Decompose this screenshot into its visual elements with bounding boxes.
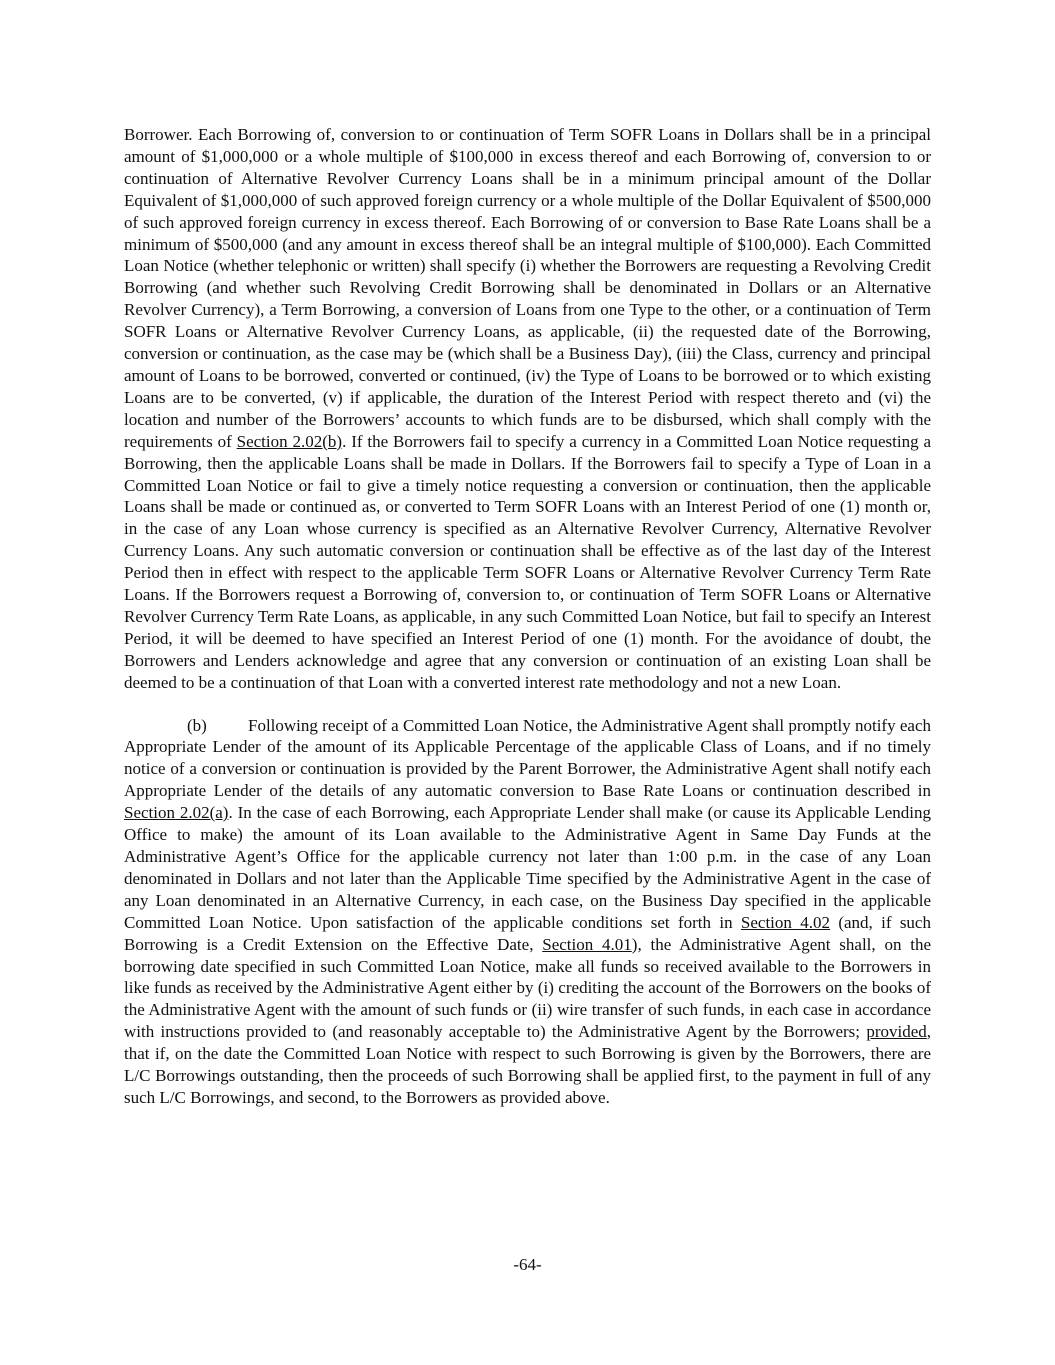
section-2-02-a-reference: Section 2.02(a) <box>124 803 229 823</box>
paragraph-b-text: Following receipt of a Committed Loan Notice, the Administrative Agent shall promptly notify each Appropriate Lender of the amount of its Applicable Percentage of the applicable Class of Loans, and if no timely notice of a conversion or continuation is provided by the Parent Borrower, the Administrative Agent shall notify each Appropriate Lender of the details of any automatic conversion to Base Rate Loans or continuation described in <box>124 715 931 801</box>
paragraph-a <box>124 124 931 694</box>
provided-term: provided <box>866 1022 927 1042</box>
section-4-01-reference: Section 4.01 <box>542 934 632 954</box>
paragraph-b-label: (b) <box>187 715 207 735</box>
paragraph-b-text-5: , that if, on the date the Committed Loan Notice with respect to such Borrowing is given by the Borrowers, there are L/C Borrowings outstanding, then the proceeds of such Borrowing shall be applied first, to the payment in full of any such L/C Borrowings, and second, to the Borrowers as provided above. <box>124 1022 931 1107</box>
paragraph-a-text: Borrower. Each Borrowing of, conversion to or continuation of Term SOFR Loans in Dollars shall be in a principal amount of $1,000,000 or a whole multiple of $100,000 in excess thereof and each Borrowing of, conversion to or continuation of Alternative Revolver Currency Loans shall be in a minimum principal amount of the Dollar Equivalent of $1,000,000 of such approved foreign currency or a whole multiple of the Dollar Equivalent of $500,000 of such approved foreign currency in excess thereof. Each Borrowing of or conversion to Base Rate Loans shall be a minimum of $500,000 (and any amount in excess thereof shall be an integral multiple of $100,000). Each Committed Loan Notice (whether telephonic or written) shall specify (i) whether the Borrowers are requesting a Revolving Credit Borrowing (and whether such Revolving Credit Borrowing shall be denominated in Dollars or an Alternative Revolver Currency), a Term Borrowing, a conversion of Loans from one Type to the other, or a continuation of Term SOFR Loans or Alternative Revolver Currency Loans, as applicable, (ii) the requested date of the Borrowing, conversion or continuation, as the case may be (which shall be a Business Day), (iii) the Class, currency and principal amount of Loans to be borrowed, converted or continued, (iv) the Type of Loans to be borrowed or to which existing Loans are to be converted, (v) if applicable, the duration of the Interest Period with respect thereto and (vi) the location and number of the Borrowers’ accounts to which funds are to be disbursed, which shall comply with the requirements of <box>124 125 931 451</box>
paragraph-b-text-4: ), the Administrative Agent shall, on the borrowing date specified in such Committed Loan Notice, make all funds so received available to the Borrowers in like funds as received by the Administrative Agent either by (i) crediting the account of the Borrowers on the books of the Administrative Agent with the amount of such funds or (ii) wire transfer of such funds, in each case in accordance with instructions provided to (and reasonably acceptable to) the Administrative Agent by the Borrowers; <box>124 934 932 1042</box>
paragraph-b-text-2: . In the case of each Borrowing, each Appropriate Lender shall make (or cause its Applicable Lending Office to make) the amount of its Loan available to the Administrative Agent in Same Day Funds at the Administrative Agent’s Office for the applicable currency not later than 1:00 p.m. in the case of any Loan denominated in Dollars and not later than the Applicable Time specified by the Administrative Agent in the case of any Loan denominated in an Alternative Currency, in each case, on the Business Day specified in the applicable Committed Loan Notice. Upon satisfaction of the applicable conditions set forth in <box>124 803 932 932</box>
section-4-02-reference: Section 4.02 <box>740 912 830 932</box>
document-body <box>124 124 931 1109</box>
section-2-02-b-reference: Section 2.02(b) <box>236 431 343 451</box>
paragraph-a-text-continued: . If the Borrowers fail to specify a currency in a Committed Loan Notice requesting a Borrowing, then the applicable Loans shall be made in Dollars. If the Borrowers fail to specify a Type of Loan in a Committed Loan Notice or fail to give a timely notice requesting a conversion or continuation, then the applicable Loans shall be made or continued as, or converted to Term SOFR Loans with an Interest Period of one (1) month or, in the case of any Loan whose currency is specified as an Alternative Revolver Currency, Alternative Revolver Currency Loans. Any such automatic conversion or continuation shall be effective as of the last day of the Interest Period then in effect with respect to the applicable Term SOFR Loans or Alternative Revolver Currency Term Rate Loans. If the Borrowers request a Borrowing of, conversion to, or continuation of Term SOFR Loans or Alternative Revolver Currency Term Rate Loans, as applicable, in any such Committed Loan Notice, but fail to specify an Interest Period, it will be deemed to have specified an Interest Period of one (1) month. For the avoidance of doubt, the Borrowers and Lenders acknowledge and agree that any conversion or continuation of an existing Loan shall be deemed to be a continuation of that Loan with a converted interest rate methodology and not a new Loan. <box>124 431 931 692</box>
paragraph-b-text-3: (and, if such Borrowing is a Credit Extension on the Effective Date, <box>124 912 931 954</box>
paragraph-b <box>124 715 931 1109</box>
page-number: -64- <box>513 1255 542 1274</box>
